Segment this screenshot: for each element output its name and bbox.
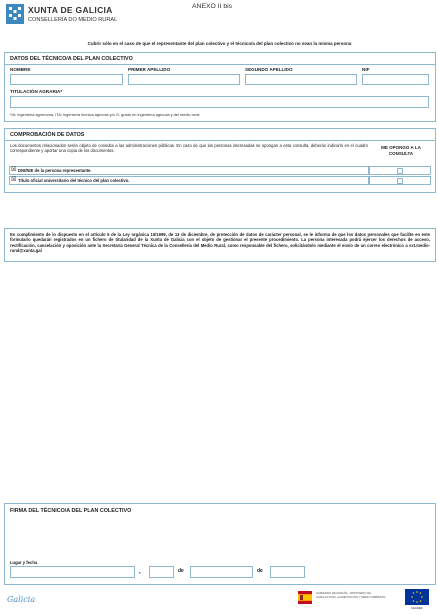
year-field[interactable] [270,566,305,578]
oppose-checkbox-dni[interactable] [397,168,403,174]
apellido1-field[interactable] [128,74,240,85]
org-name: XUNTA DE GALICIA [28,5,113,15]
comma-separator: , [139,569,141,575]
department-name: CONSELLERÍA DO MEDIO RURAL [28,17,118,23]
item-mark-icon: ☒ [11,167,17,173]
ministry-text: GOBIERNO DE ESPAÑA · MINISTERIO DE AGRICULTURA, ALIMENTACIÓN Y MEDIO AMBIENTE [316,591,386,599]
titulacion-footnote: *IA: ingeniería agrónoma, ITA: ingeniería técnica agrícola y/o G: grado en ingeniería agrícola y del medio rural [10,112,200,117]
oppose-header: ME OPONGO A LA CONSULTA [381,145,421,156]
titulacion-label: TITULACIÓN AGRARIA* [10,89,63,94]
day-field[interactable] [149,566,174,578]
titulacion-field[interactable] [10,96,429,108]
verification-item-label: Título oficial universitario del técnico del plan colectivo. [18,177,130,183]
verification-item-label: DNI/NIE de la persona representante. [18,167,92,173]
de-separator: de [257,568,263,574]
month-field[interactable] [190,566,253,578]
nif-field[interactable] [362,74,429,85]
item-mark-icon: ☒ [11,177,17,183]
intro-text: Cubrir sólo en el caso de que el representante del plan colectivo y el técnico/a del plan colectivo no sean la misma persona [87,41,352,46]
xunta-logo [6,4,24,24]
apellido2-label: SEGUNDO APELLIDO [245,67,293,72]
annex-label: ANEXO II bis [192,3,233,10]
signature-title: FIRMA DEL TÉCNICO/A DEL PLAN COLECTIVO [10,508,132,514]
oppose-checkbox-titulo[interactable] [397,178,403,184]
galicia-logo-text: Galicia [7,595,36,604]
tech-data-title: DATOS DEL TÉCNICO/A DEL PLAN COLECTIVO [10,56,133,62]
eu-flag-icon [405,589,429,605]
privacy-text: En cumplimiento de lo dispuesto en el artículo 5 de la Ley orgánica 15/1999, de 13 de diciembre, de protección de datos de carácter personal, se le informa de que los datos personales que facilite en este formulario quedarán registrados en un fichero de titularidad de la Xunta de Galicia con el objeto de gestionar el presente procedimiento. La persona interesada podrá ejercer los derechos de acceso, rectificación, cancelación y oposición ante la Secretaría General Técnica de la Consellería del Medio Rural, como responsable del fichero, solicitándolo mediante el envío de un correo electrónico a sxt.medio-rural@xunta.gal [10,232,430,254]
apellido1-label: PRIMER APELLIDO [128,67,171,72]
nif-label: NIF [362,67,370,72]
galicia-logo [7,595,35,604]
verification-title: COMPROBACIÓN DE DATOS [10,132,85,138]
place-field[interactable] [10,566,135,578]
place-date-label: Lugar y fecha [10,560,38,565]
spain-flag-icon [298,591,312,604]
feader-label: FEADER [411,606,423,610]
nombre-label: NOMBRE [10,67,31,72]
apellido2-field[interactable] [245,74,357,85]
xunta-shield-icon [6,4,24,24]
nombre-field[interactable] [10,74,123,85]
verification-description: Los documentos relacionados serán objeto de consulta a las administraciones públicas. En caso de que las personas interesadas se opongan a esta consulta, deberán indicarlo en el cuadro correspondiente y aportar una copia de los documentos. [10,143,368,154]
de-separator: de [178,568,184,574]
